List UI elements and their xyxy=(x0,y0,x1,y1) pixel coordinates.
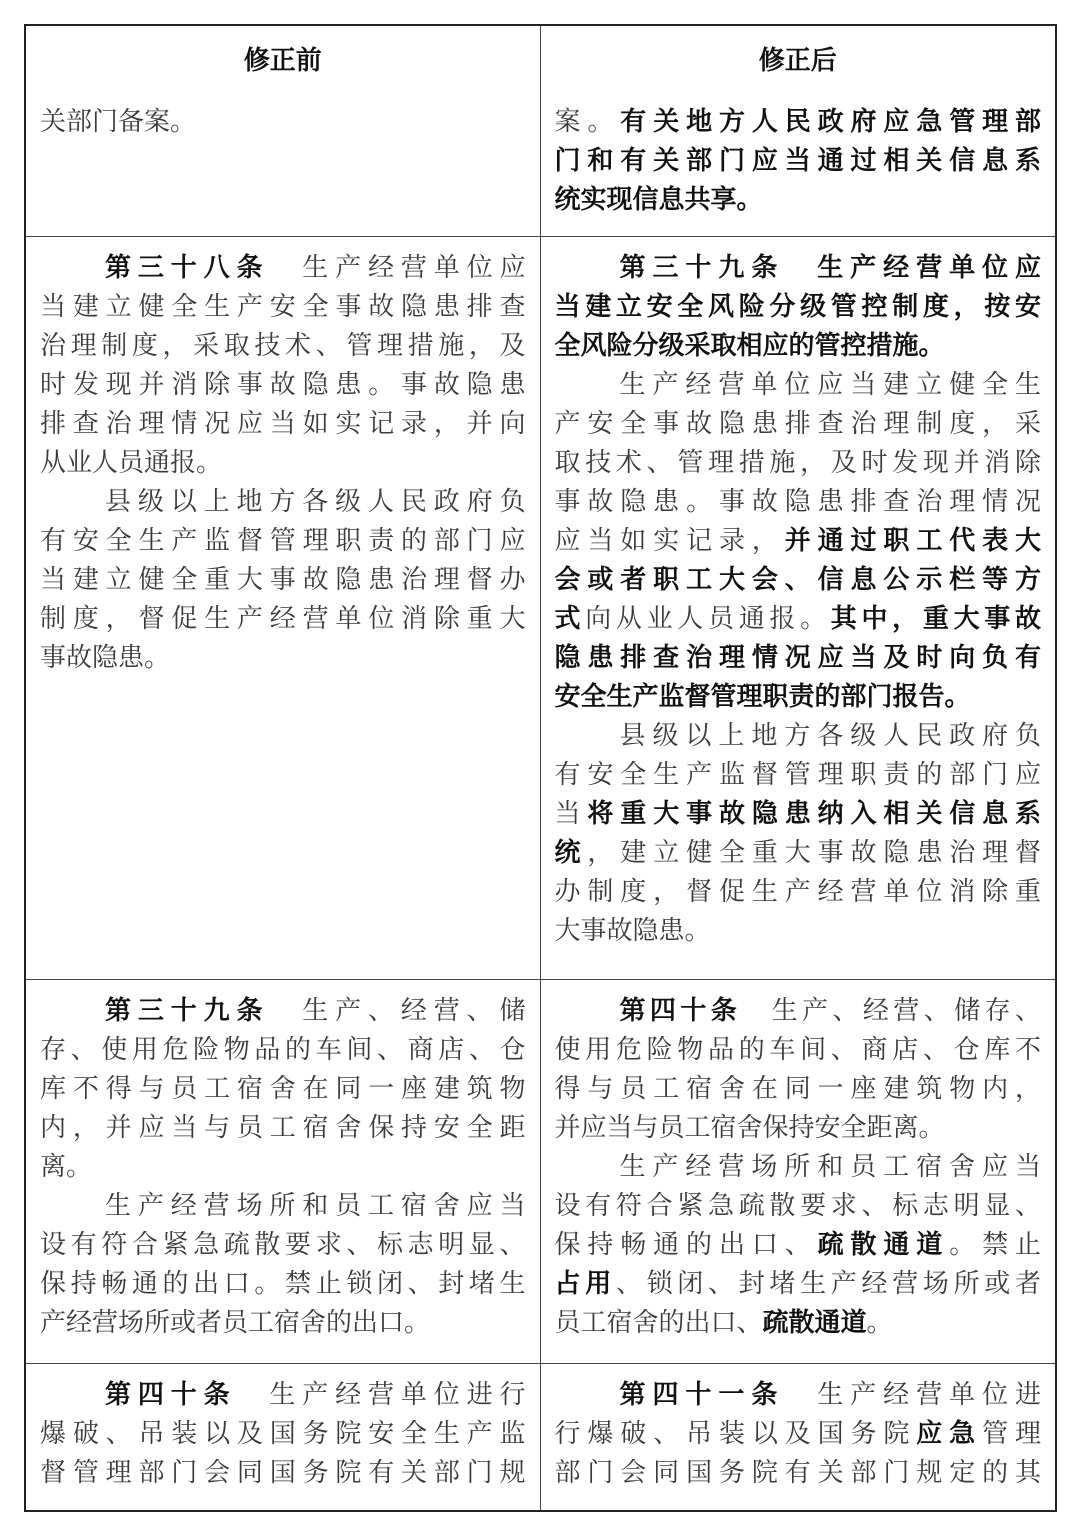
text-line xyxy=(555,181,1042,220)
text-line xyxy=(555,992,1042,1031)
text-line xyxy=(555,834,1042,873)
text: 事故隐患。事故隐患排查治理情况 xyxy=(554,487,1041,517)
text: 生产经营单位进 xyxy=(784,1380,1041,1410)
bold-text: 并通过职工代表大 xyxy=(784,526,1041,556)
text: 。禁止 xyxy=(949,1230,1041,1260)
text-line xyxy=(555,327,1042,366)
text-line xyxy=(40,405,526,444)
text: 生产经营单位应 xyxy=(269,253,526,283)
text-line xyxy=(40,561,526,600)
text: 办制度，督促生产经营单位消除重 xyxy=(554,877,1041,907)
text: 。 xyxy=(866,1308,893,1338)
text: 生产、经营、储 xyxy=(269,996,526,1026)
text-line xyxy=(40,1376,526,1415)
text-line xyxy=(555,639,1042,678)
text-line xyxy=(555,1415,1042,1454)
text-line xyxy=(555,1187,1042,1226)
text: 生产经营单位应当建立健全生 xyxy=(619,370,1041,400)
text: 排查治理情况应当如实记录，并向 xyxy=(40,409,526,439)
text: 设有符合紧急疏散要求、标志明显、 xyxy=(40,1230,526,1260)
text-line xyxy=(555,795,1042,834)
text-line xyxy=(40,639,526,678)
text-line xyxy=(555,678,1042,717)
text-line xyxy=(40,1304,526,1343)
text: 有安全生产监督管理职责的部门应 xyxy=(554,760,1041,790)
text: 保持畅通的出口、 xyxy=(554,1230,818,1260)
text-line xyxy=(40,327,526,366)
bold-text: 统实现信息共享。 xyxy=(554,185,763,215)
comparison-table xyxy=(24,24,1057,1512)
bold-text: 会或者职工大会、信息公示栏等方 xyxy=(554,565,1041,595)
text: 库不得与员工宿舍在同一座建筑物 xyxy=(40,1074,526,1104)
bold-text: 安全生产监督管理职责的部门报告。 xyxy=(554,682,971,712)
text: 保持畅通的出口。禁止锁闭、封堵生 xyxy=(40,1269,526,1299)
text: 应当如实记录， xyxy=(554,526,785,556)
text: 得与员工宿舍在同一座建筑物内， xyxy=(554,1074,1041,1104)
header-after: 修正后 xyxy=(758,46,837,76)
text-line xyxy=(40,1454,526,1493)
cell-after xyxy=(541,1364,1056,1510)
text-line xyxy=(40,1031,526,1070)
table-row xyxy=(26,1363,1055,1510)
text-line xyxy=(40,1265,526,1304)
text-line xyxy=(40,1070,526,1109)
text-line xyxy=(555,366,1042,405)
text: 部门会同国务院有关部门规定的其 xyxy=(554,1458,1041,1488)
bold-text: 第三十八条 xyxy=(105,253,270,283)
text: 产经营场所或者员工宿舍的出口。 xyxy=(40,1308,431,1338)
text: 行爆破、吊装以及国务院 xyxy=(554,1419,917,1449)
text: 设有符合紧急疏散要求、标志明显、 xyxy=(554,1191,1041,1221)
table-row xyxy=(26,979,1055,1363)
text: 当 xyxy=(554,799,588,829)
text: 当建立健全生产安全事故隐患排查 xyxy=(40,292,526,322)
text-line xyxy=(555,600,1042,639)
text: 从业人员通报。 xyxy=(40,448,223,478)
bold-text: 第四十条 xyxy=(105,1380,237,1410)
text-line xyxy=(555,1226,1042,1265)
text-line xyxy=(40,444,526,483)
text: 存、使用危险物品的车间、商店、仓 xyxy=(40,1035,526,1065)
text-line xyxy=(555,912,1042,951)
bold-text: 统 xyxy=(554,838,588,868)
text: 生产、经营、储存、 xyxy=(741,996,1041,1026)
text-line xyxy=(555,288,1042,327)
bold-text: 疏散通道 xyxy=(817,1230,950,1260)
bold-text: 隐患排查治理情况应当及时向负有 xyxy=(554,643,1041,673)
text: 产安全事故隐患排查治理制度，采 xyxy=(554,409,1041,439)
bold-text: 应急 xyxy=(916,1419,983,1449)
text-line xyxy=(555,142,1042,181)
text-line xyxy=(40,992,526,1031)
text-line xyxy=(555,1148,1042,1187)
bold-text: 将重大事故隐患纳入相关信息系 xyxy=(587,799,1041,829)
text: 并应当与员工宿舍保持安全距离。 xyxy=(554,1113,945,1143)
cell-before xyxy=(26,1364,541,1510)
text-line xyxy=(40,483,526,522)
text: 事故隐患。 xyxy=(40,643,171,673)
text-line xyxy=(40,1148,526,1187)
text: ，建立健全重大事故隐患治理督 xyxy=(587,838,1041,868)
cell-before xyxy=(26,91,541,236)
text: 治理制度，采取技术、管理措施，及 xyxy=(40,331,526,361)
text: 制度，督促生产经营单位消除重大 xyxy=(40,604,526,634)
table-header-row xyxy=(26,26,1055,91)
bold-text: 其中，重大事故 xyxy=(830,604,1041,634)
bold-text: 当建立安全风险分级管控制度，按安 xyxy=(554,292,1041,322)
text-line xyxy=(555,1454,1042,1493)
text: 县级以上地方各级人民政府负 xyxy=(105,487,526,517)
bold-text: 有关地方人民政府应急管理部 xyxy=(620,107,1041,137)
text: 管理 xyxy=(982,1419,1041,1449)
text: 当建立健全重大事故隐患治理督办 xyxy=(40,565,526,595)
text-line xyxy=(40,600,526,639)
text-line xyxy=(40,288,526,327)
bold-text: 式 xyxy=(554,604,586,634)
text-line xyxy=(40,1187,526,1226)
text: 内，并应当与员工宿舍保持安全距 xyxy=(40,1113,526,1143)
table-row xyxy=(26,91,1055,236)
text: 生产经营场所和员工宿舍应当 xyxy=(619,1152,1041,1182)
header-before: 修正前 xyxy=(26,26,541,91)
cell-after xyxy=(541,980,1056,1363)
text: 取技术、管理措施，及时发现并消除 xyxy=(554,448,1041,478)
text-line xyxy=(555,444,1042,483)
text-line xyxy=(40,366,526,405)
text: 大事故隐患。 xyxy=(554,916,711,946)
bold-text: 疏散通道 xyxy=(762,1308,867,1338)
text: 案。 xyxy=(554,107,621,137)
text: 县级以上地方各级人民政府负 xyxy=(619,721,1041,751)
text: 时发现并消除事故隐患。事故隐患 xyxy=(40,370,526,400)
text-line xyxy=(40,1226,526,1265)
text-line xyxy=(40,1415,526,1454)
text-line xyxy=(555,483,1042,522)
text-line xyxy=(40,522,526,561)
text: 生产经营场所和员工宿舍应当 xyxy=(105,1191,526,1221)
text: 爆破、吊装以及国务院安全生产监 xyxy=(40,1419,526,1449)
text-line xyxy=(555,1304,1042,1343)
text-line xyxy=(555,405,1042,444)
text: 向从业人员通报。 xyxy=(585,604,831,634)
bold-text: 门和有关部门应当通过相关信息系 xyxy=(554,146,1041,176)
text-line xyxy=(555,717,1042,756)
cell-before xyxy=(26,237,541,979)
text-line xyxy=(555,1031,1042,1070)
text-line xyxy=(555,873,1042,912)
text-line xyxy=(555,561,1042,600)
cell-after xyxy=(541,91,1056,236)
text-line xyxy=(555,522,1042,561)
text-line xyxy=(555,756,1042,795)
text: 使用危险物品的车间、商店、仓库不 xyxy=(554,1035,1041,1065)
text: 离。 xyxy=(40,1152,93,1182)
text: 生产经营单位进行 xyxy=(236,1380,526,1410)
table-row xyxy=(26,236,1055,979)
bold-text: 第三十九条 生产经营单位应 xyxy=(619,253,1041,283)
text: 员工宿舍的出口、 xyxy=(554,1308,763,1338)
text-line xyxy=(40,103,526,142)
text: 、锁闭、封堵生产经营场所或者 xyxy=(615,1269,1041,1299)
bold-text: 占用 xyxy=(554,1269,616,1299)
text: 关部门备案。 xyxy=(40,107,197,137)
text-line xyxy=(40,1109,526,1148)
bold-text: 全风险分级采取相应的管控措施。 xyxy=(554,331,945,361)
text-line xyxy=(555,1265,1042,1304)
text-line xyxy=(555,1376,1042,1415)
text-line xyxy=(555,1070,1042,1109)
text-line xyxy=(555,1109,1042,1148)
text: 有安全生产监督管理职责的部门应 xyxy=(40,526,526,556)
cell-before xyxy=(26,980,541,1363)
text-line xyxy=(555,249,1042,288)
text: 督管理部门会同国务院有关部门规 xyxy=(40,1458,526,1488)
bold-text: 第四十条 xyxy=(619,996,742,1026)
text-line xyxy=(555,103,1042,142)
text-line xyxy=(40,249,526,288)
bold-text: 第三十九条 xyxy=(105,996,270,1026)
cell-after xyxy=(541,237,1056,979)
bold-text: 第四十一条 xyxy=(619,1380,785,1410)
